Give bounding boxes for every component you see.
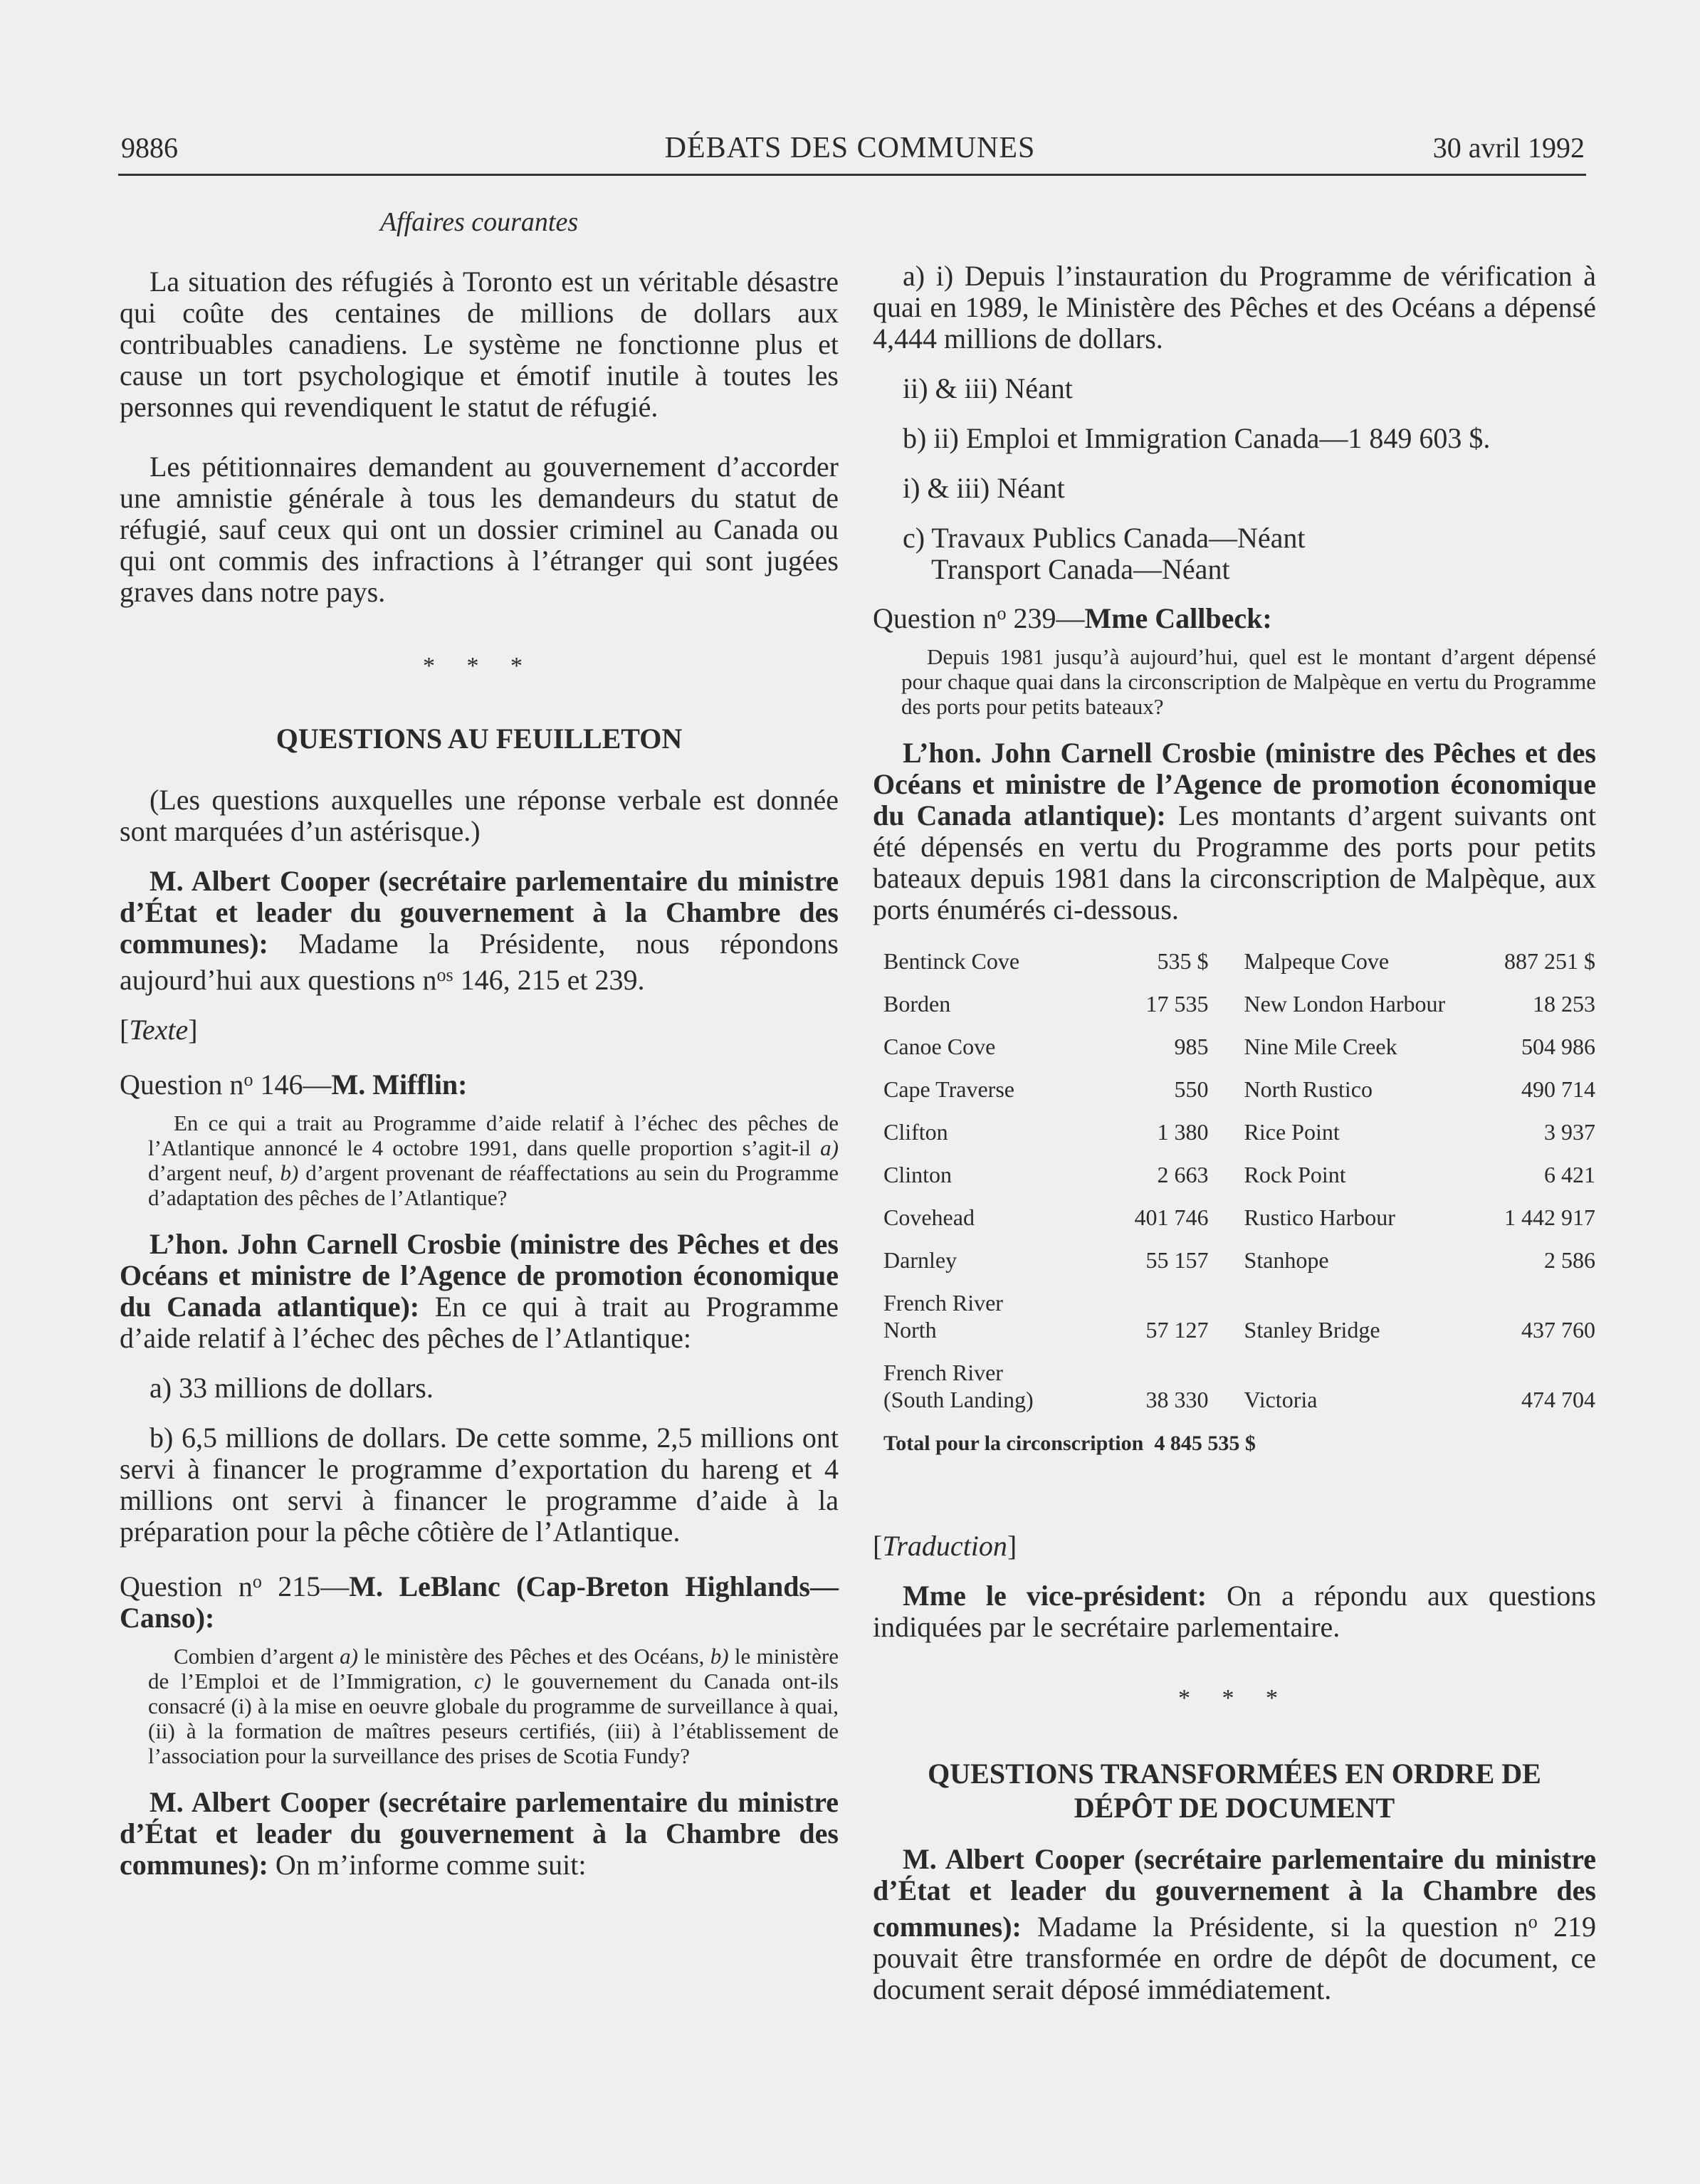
port-name: New London Harbour	[1244, 991, 1446, 1017]
port-name: Stanley Bridge	[1244, 1317, 1380, 1343]
question-prefix: Question n	[873, 602, 997, 634]
section-separator-2: * * *	[1178, 1685, 1291, 1711]
port-name: Nine Mile Creek	[1244, 1034, 1397, 1059]
question-215-heading	[120, 1566, 839, 1634]
port-amount: 2 586	[1544, 1247, 1595, 1273]
port-row	[883, 1239, 1595, 1281]
question-prefix: Question n	[120, 1570, 253, 1602]
port-name: Clifton	[883, 1119, 948, 1145]
port-name: Bentinck Cove	[883, 948, 1020, 974]
vice-president-statement	[873, 1580, 1596, 1643]
section-separator: * * *	[423, 653, 535, 679]
port-amount: 17 535	[1145, 991, 1209, 1017]
port-name: Borden	[883, 991, 951, 1017]
port-row	[883, 1153, 1595, 1196]
answer-215-a: a) i) Depuis l’instauration du Programme de vérification à quai en 1989, le Ministère des Pêches et des Océans a dépensé 4,444 millions de dollars.	[873, 260, 1596, 355]
question-text: le ministère de l’Emploi et de l’Immigration,	[148, 1644, 839, 1694]
superscript: o	[1528, 1911, 1538, 1932]
right-column	[873, 261, 1596, 2005]
petition-paragraph-2: Les pétitionnaires demandent au gouvernement d’accorder une amnistie générale à tous les demandeurs du statut de réfugié, sauf ceux qui ont un dossier criminel au Canada ou qui ont commis des infractions à l’étranger qui sont jugées graves dans notre pays.	[120, 451, 839, 608]
answer-text: En ce qui à trait au Programme d’aide relatif à l’échec des pêches de l’Atlantique:	[120, 1291, 839, 1354]
ports-table	[883, 940, 1595, 1421]
port-name: Rice Point	[1244, 1119, 1340, 1145]
port-name: French River North	[883, 1290, 1003, 1343]
port-row	[883, 982, 1595, 1025]
header-rule	[118, 174, 1586, 176]
port-amount: 1 442 917	[1504, 1204, 1595, 1230]
port-name: Canoe Cove	[883, 1034, 996, 1059]
superscript: o	[252, 1571, 262, 1592]
total-value: 4 845 535 $	[1154, 1432, 1256, 1455]
port-row	[883, 1351, 1595, 1421]
port-row	[883, 1196, 1595, 1239]
answer-215-b-i-iii: i) & iii) Néant	[903, 472, 1065, 504]
port-name: Rock Point	[1244, 1162, 1346, 1187]
total-label: Total pour la circonscription	[883, 1432, 1144, 1455]
superscript: o	[243, 1069, 253, 1090]
speaker-name: M. Albert Cooper (secrétaire parlementaire du ministre d’État et leader du gouvernement à la Chambre des communes):	[120, 1786, 839, 1881]
port-amount: 3 937	[1544, 1119, 1595, 1145]
answer-215-c: c) Travaux Publics Canada—Néant	[903, 522, 1306, 554]
questions-note: (Les questions auxquelles une réponse verbale est donnée sont marquées d’un astérisque.)	[120, 784, 839, 847]
question-text: le gouvernement du Canada ont-ils consacré (i) à la mise en oeuvre globale du programme de surveillance à quai, (ii) à la formation de maîtres peseurs certifiés, (iii) à l’établissement de l’association pour la surveillance des prises de Scotia Fundy?	[148, 1669, 839, 1768]
answer-text: Les montants d’argent suivants ont été dépensés en vertu du Programme des ports pour petits bateaux depuis 1981 dans la circonscription de Malpèque, aux ports énumérés ci-dessous.	[873, 799, 1596, 925]
question-number: 146—	[253, 1069, 332, 1101]
question-239-heading	[873, 598, 1596, 634]
speaker-name: L’hon. John Carnell Crosbie (ministre des Pêches et des Océans et ministre de l’Agence de promotion économique du Canada atlantique):	[873, 737, 1596, 831]
question-number: 215—	[261, 1570, 350, 1602]
left-column	[120, 206, 839, 1881]
port-name: Stanhope	[1244, 1247, 1329, 1273]
issue-date: 30 avril 1992	[1432, 132, 1585, 164]
section-heading-2: QUESTIONS TRANSFORMÉES EN ORDRE DE DÉPÔT DE DOCUMENT	[928, 1758, 1541, 1824]
cooper-statement	[120, 866, 839, 996]
question-text: d’argent provenant de réaffectations au sein du Programme d’adaptation des pêches de l’Atlantique?	[148, 1160, 839, 1210]
item-letter: a)	[340, 1644, 358, 1669]
question-text: En ce qui a trait au Programme d’aide relatif à l’échec des pêches de l’Atlantique annoncé le 4 octobre 1991, dans quelle proportion s’agit-il	[148, 1111, 839, 1160]
answer-b: b) 6,5 millions de dollars. De cette somme, 2,5 millions ont servi à financer le programme d’exportation du hareng et 4 millions ont servi à financer le programme d’aide à la préparation pour la pêche côtière de l’Atlantique.	[120, 1422, 839, 1548]
port-name: Cape Traverse	[883, 1076, 1014, 1102]
statement-text-end: 219 pouvait être transformée en ordre de dépôt de document, ce document serait déposé immédiatement.	[873, 1911, 1596, 2005]
speaker-name: M. Albert Cooper (secrétaire parlementaire du ministre d’État et leader du gouvernement à la Chambre des communes):	[873, 1843, 1596, 1943]
port-name: Rustico Harbour	[1244, 1204, 1395, 1230]
answer-215-c-transport: Transport Canada—Néant	[931, 553, 1230, 585]
port-name: Darnley	[883, 1247, 957, 1273]
section-heading: QUESTIONS AU FEUILLETON	[276, 723, 683, 755]
page-number: 9886	[121, 132, 178, 164]
port-row	[883, 1025, 1595, 1068]
statement-text: Madame la Présidente, nous répondons aujourd’hui aux questions n	[120, 928, 839, 996]
port-amount: 18 253	[1533, 991, 1595, 1017]
port-name: Malpeque Cove	[1244, 948, 1390, 974]
member-name: M. LeBlanc (Cap-Breton Highlands—Canso):	[120, 1570, 839, 1634]
port-amount: 985	[1174, 1034, 1209, 1059]
port-amount: 887 251 $	[1504, 948, 1595, 974]
statement-text-end: 146, 215 et 239.	[453, 964, 645, 996]
question-146-heading	[120, 1064, 839, 1101]
port-amount: 1 380	[1157, 1119, 1209, 1145]
member-name: M. Mifflin:	[331, 1069, 468, 1101]
item-letter: a)	[820, 1135, 839, 1160]
question-215-text	[120, 1644, 839, 1768]
port-name: French River (South Landing)	[883, 1360, 1034, 1412]
running-title-text: DÉBATS DES COMMUNES	[664, 132, 1036, 164]
section-label: Affaires courantes	[379, 207, 579, 237]
port-name: Covehead	[883, 1204, 975, 1230]
port-amount: 57 127	[1145, 1317, 1209, 1343]
question-239-text: Depuis 1981 jusqu’à aujourd’hui, quel est le montant d’argent dépensé pour chaque quai dans la circonscription de Malpèque en vertu du Programme des ports pour petits bateaux?	[901, 644, 1596, 719]
petition-paragraph-1: La situation des réfugiés à Toronto est un véritable désastre qui coûte des centaines de millions de dollars aux contribuables canadiens. Le système ne fonctionne plus et cause un tort psychologique et émotif inutile à toutes les personnes qui revendiquent le statut de réfugié.	[120, 266, 839, 423]
speaker-name: M. Albert Cooper (secrétaire parlementaire du ministre d’État et leader du gouvernement à la Chambre des communes):	[120, 865, 839, 960]
question-prefix: Question n	[120, 1069, 244, 1101]
statement-text: On a répondu aux questions indiquées par le secrétaire parlementaire.	[873, 1580, 1596, 1643]
answer-215-b: b) ii) Emploi et Immigration Canada—1 849 603 $.	[903, 422, 1491, 454]
answer-a: a) 33 millions de dollars.	[149, 1372, 434, 1404]
port-amount: 490 714	[1521, 1076, 1595, 1102]
question-text: d’argent neuf,	[148, 1160, 280, 1185]
port-amount: 535 $	[1157, 948, 1209, 974]
crosbie-answer-239	[873, 737, 1596, 925]
port-amount: 504 986	[1521, 1034, 1595, 1059]
port-amount: 437 760	[1521, 1317, 1595, 1343]
cooper-answer-215	[120, 1787, 839, 1881]
port-row	[883, 1111, 1595, 1153]
port-amount: 6 421	[1544, 1162, 1595, 1187]
port-amount: 2 663	[1157, 1162, 1209, 1187]
speaker-name: L’hon. John Carnell Crosbie (ministre des Pêches et des Océans et ministre de l’Agence de promotion économique du Canada atlantique):	[120, 1228, 839, 1323]
port-name: North Rustico	[1244, 1076, 1373, 1102]
port-name: Victoria	[1244, 1387, 1318, 1412]
question-text: le ministère des Pêches et des Océans,	[357, 1644, 710, 1669]
cooper-statement-219	[873, 1844, 1596, 2005]
item-letter: c)	[473, 1669, 491, 1694]
item-letter: b)	[280, 1160, 299, 1185]
texte-label: [Texte]	[120, 1014, 198, 1046]
traduction-label-text: Traduction	[882, 1530, 1007, 1562]
port-row	[883, 940, 1595, 982]
port-row	[883, 1281, 1595, 1351]
superscript: os	[436, 965, 453, 985]
member-name: Mme Callbeck:	[1084, 602, 1272, 634]
port-name: Clinton	[883, 1162, 953, 1187]
port-amount: 401 746	[1134, 1204, 1209, 1230]
traduction-label: [Traduction]	[873, 1530, 1017, 1562]
port-row	[883, 1068, 1595, 1111]
superscript: o	[997, 603, 1007, 624]
total-row	[883, 1428, 1596, 1459]
port-amount: 38 330	[1145, 1387, 1209, 1412]
speaker-name: Mme le vice-président:	[903, 1580, 1207, 1612]
port-amount: 474 704	[1521, 1387, 1595, 1412]
ports-table-body	[883, 940, 1595, 1421]
question-146-text	[120, 1111, 839, 1210]
texte-label-text: Texte	[129, 1014, 189, 1046]
statement-text: Madame la Présidente, si la question n	[1021, 1911, 1528, 1943]
answer-text: On m’informe comme suit:	[268, 1849, 587, 1881]
port-amount: 550	[1174, 1076, 1209, 1102]
crosbie-answer-146	[120, 1229, 839, 1354]
question-number: 239—	[1006, 602, 1085, 634]
item-letter: b)	[710, 1644, 729, 1669]
question-text: Combien d’argent	[174, 1644, 340, 1669]
port-amount: 55 157	[1145, 1247, 1209, 1273]
answer-215-a-ii-iii: ii) & iii) Néant	[903, 372, 1073, 404]
